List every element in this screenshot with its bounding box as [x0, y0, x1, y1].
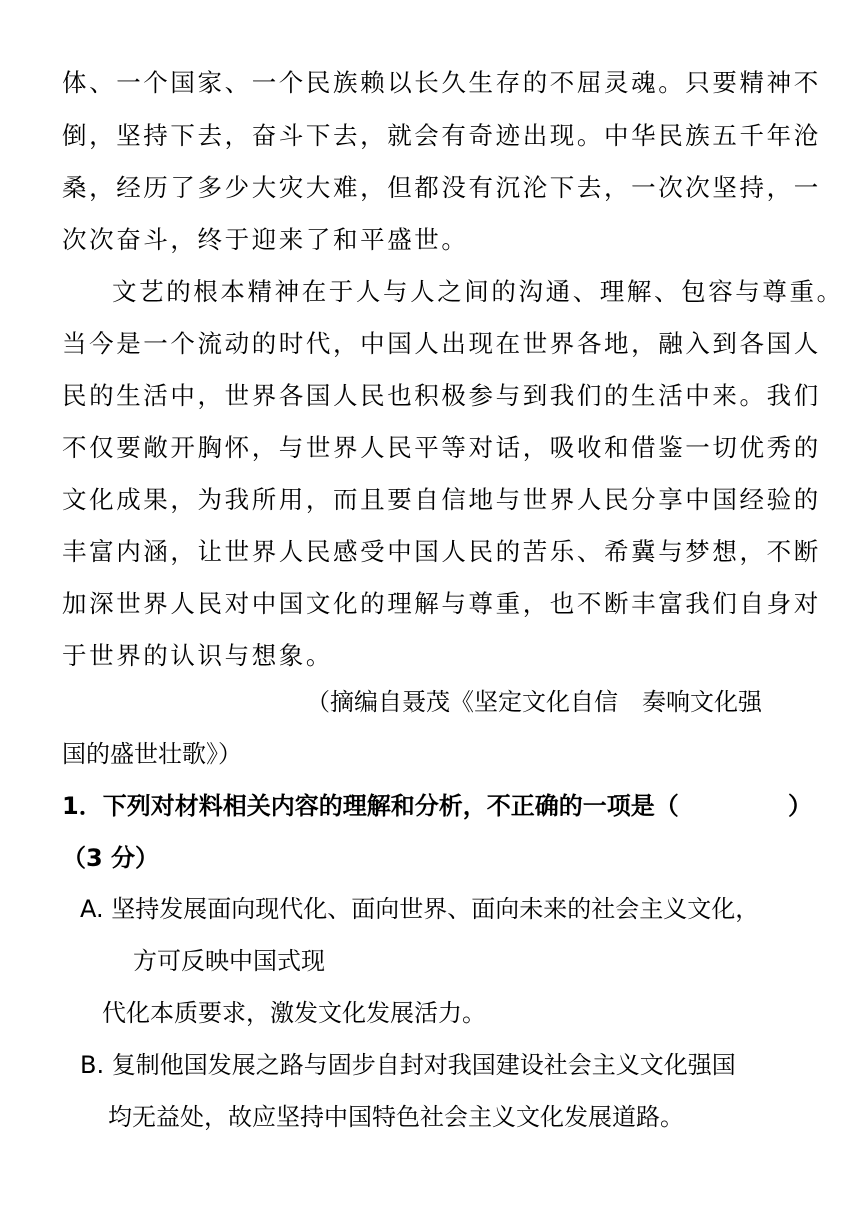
option-a: A. 坚持发展面向现代化、面向世界、面向未来的社会主义文化，: [80, 895, 760, 923]
source-citation-line: （摘编自聂茂《坚定文化自信 奏响文化强: [306, 688, 762, 716]
passage-line: 体、一个国家、一个民族赖以长久生存的不屈灵魂。只要精神不: [62, 68, 821, 97]
passage-line: 民的生活中，世界各国人民也积极参与到我们的生活中来。我们: [62, 381, 821, 410]
passage-line: 次次奋斗，终于迎来了和平盛世。: [62, 225, 469, 254]
question-stem: 1．下列对材料相关内容的理解和分析，不正确的一项是（: [62, 792, 679, 820]
option-a-continuation: 方可反映中国式现: [133, 947, 325, 975]
answer-blank-paren: ）: [788, 792, 812, 820]
passage-line: 不仅要敞开胸怀，与世界人民平等对话，吸收和借鉴一切优秀的: [62, 433, 821, 462]
option-a-continuation: 代化本质要求，激发文化发展活力。: [102, 999, 486, 1027]
passage-line: 文艺的根本精神在于人与人之间的沟通、理解、包容与尊重。: [112, 277, 844, 306]
option-b: B. 复制他国发展之路与固步自封对我国建设社会主义文化强国: [80, 1051, 736, 1079]
passage-line: 丰富内涵，让世界人民感受中国人民的苦乐、希冀与梦想，不断: [62, 537, 821, 566]
passage-line: 加深世界人民对中国文化的理解与尊重，也不断丰富我们自身对: [62, 589, 821, 618]
passage-line: 于世界的认识与想象。: [62, 641, 333, 670]
passage-line: 当今是一个流动的时代，中国人出现在世界各地，融入到各国人: [62, 329, 821, 358]
question-points: （3 分）: [62, 844, 160, 872]
option-b-continuation: 均无益处，故应坚持中国特色社会主义文化发展道路。: [108, 1103, 684, 1131]
source-citation-line: 国的盛世壮歌》）: [62, 740, 242, 768]
passage-line: 桑，经历了多少大灾大难，但都没有沉沦下去，一次次坚持，一: [62, 173, 821, 202]
passage-line: 文化成果，为我所用，而且要自信地与世界人民分享中国经验的: [62, 485, 821, 514]
passage-line: 倒，坚持下去，奋斗下去，就会有奇迹出现。中华民族五千年沧: [62, 121, 821, 150]
